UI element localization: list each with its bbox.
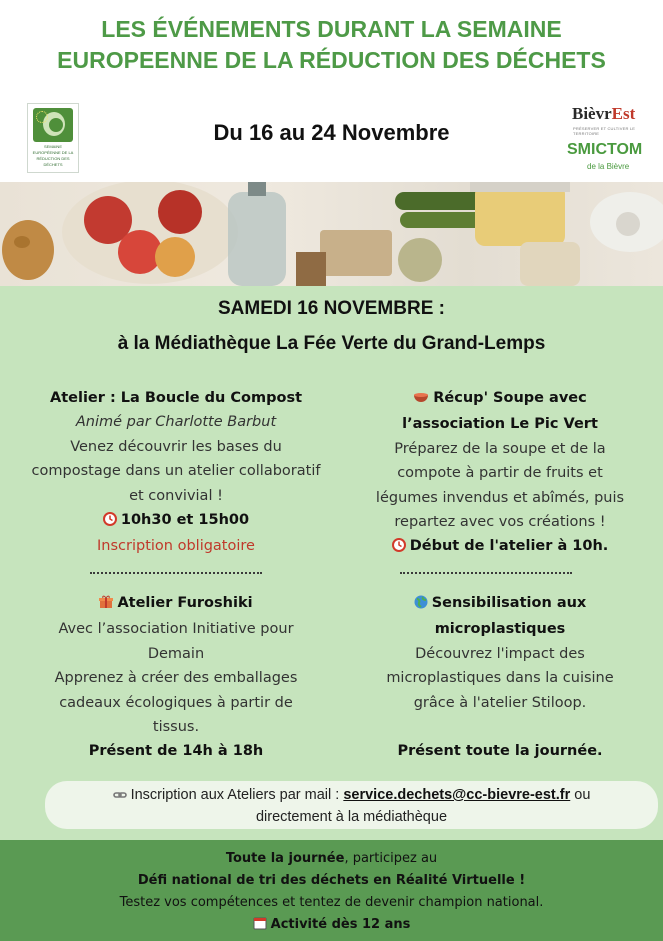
footer-line1-bold: Toute la journée	[225, 851, 345, 866]
workshop-compost-desc: Venez découvrir les bases du	[70, 438, 282, 455]
workshop-compost-desc: compostage dans un atelier collaboratif	[31, 463, 321, 480]
bievre-est-accent: Est	[611, 104, 636, 123]
clock-icon	[103, 510, 117, 534]
event-place: à la Médiathèque La Fée Verte du Grand-Lemps	[117, 333, 546, 354]
loofah	[520, 242, 580, 286]
bottle-cap	[248, 182, 266, 196]
apple-4	[155, 237, 195, 277]
jar-lid	[470, 182, 570, 192]
footer	[0, 840, 663, 941]
inscription-email-link[interactable]: service.dechets@cc-bievre-est.fr	[343, 787, 571, 803]
workshop-furoshiki-desc: Demain	[147, 645, 205, 662]
header	[0, 0, 663, 182]
event-day: SAMEDI 16 NOVEMBRE :	[218, 298, 445, 319]
inscription-line-2: directement à la médiathèque	[255, 809, 448, 825]
inscription-box	[45, 781, 658, 829]
zero-waste-photo	[0, 182, 663, 286]
inscription-suffix: ou	[570, 787, 591, 803]
workshop-furoshiki	[26, 591, 326, 764]
soup-bowl-icon	[413, 388, 429, 412]
workshop-soupe-desc: repartez avec vos créations !	[394, 514, 606, 531]
workshop-compost-time: 10h30 et 15h00	[120, 512, 250, 529]
partner-logos	[567, 104, 651, 182]
workshop-compost-title: Atelier : La Boucle du Compost	[49, 390, 303, 406]
smictom-logo: SMICTOM	[567, 141, 643, 158]
inscription-prefix: Inscription aux Ateliers par mail :	[130, 787, 344, 803]
link-icon	[113, 787, 127, 807]
bievre-est-logo: BièvrEst	[572, 104, 636, 123]
workshop-micro-title-1: Sensibilisation aux	[431, 595, 587, 611]
serd-logo-text: SEMAINE EUROPÉENNE DE LA RÉDUCTION DES DÉCHETS	[32, 144, 74, 167]
sponge-texture	[14, 236, 30, 248]
footer-age: Activité dès 12 ans	[270, 917, 411, 932]
page-title	[20, 14, 643, 76]
wooden-soap	[320, 230, 392, 276]
gift-icon	[99, 593, 113, 617]
workshop-soupe-time: Début de l'atelier à 10h.	[409, 538, 609, 555]
workshop-soupe	[350, 386, 650, 561]
footer-invite: Testez vos compétences et tentez de devenir champion national.	[119, 895, 544, 910]
workshop-soupe-desc: Préparez de la soupe et de la	[394, 440, 606, 457]
mushroom	[398, 238, 442, 282]
serd-logo	[27, 103, 79, 173]
workshop-microplastiques	[350, 591, 650, 764]
bievre-est-tagline: PRÉSERVER ET CULTIVER LE TERRITOIRE	[573, 126, 636, 136]
wood-block	[296, 252, 326, 286]
workshop-compost-host: Animé par Charlotte Barbut	[75, 414, 277, 431]
workshop-furoshiki-desc: Avec l’association Initiative pour	[58, 621, 294, 638]
pasta-jar	[475, 184, 565, 246]
workshop-furoshiki-time: Présent de 14h à 18h	[88, 743, 264, 760]
separator-right	[400, 572, 572, 574]
workshop-micro-desc: Découvrez l'impact des	[415, 645, 585, 662]
workshop-compost	[26, 386, 326, 559]
title-line-1: LES ÉVÉNEMENTS DURANT LA SEMAINE	[101, 16, 562, 42]
zero-waste-illustration	[0, 182, 663, 286]
event-dates: Du 16 au 24 Novembre	[213, 120, 450, 145]
bowl-content	[616, 212, 640, 236]
workshop-compost-note: Inscription obligatoire	[97, 538, 255, 555]
apple-2	[118, 230, 162, 274]
separator-left	[90, 572, 262, 574]
sponge-shape	[2, 220, 54, 280]
workshop-furoshiki-desc: Apprenez à créer des emballages	[54, 670, 298, 687]
workshop-soupe-title-2: l’association Le Pic Vert	[402, 416, 598, 433]
footer-line1-rest: , participez au	[344, 851, 438, 866]
workshop-micro-desc: grâce à l'atelier Stiloop.	[413, 694, 587, 711]
workshop-furoshiki-desc: cadeaux écologiques à partir de	[59, 694, 293, 711]
serd-emblem-icon	[33, 108, 73, 142]
workshop-micro-title-2: microplastiques	[434, 621, 566, 638]
smictom-subtitle: de la Bièvre	[587, 162, 630, 171]
globe-icon	[414, 593, 428, 617]
calendar-icon	[253, 916, 267, 938]
workshop-soupe-desc: compote à partir de fruits et	[397, 465, 603, 482]
glass-bottle	[228, 192, 286, 286]
clock-icon	[392, 536, 406, 560]
workshop-furoshiki-desc: tissus.	[152, 719, 200, 736]
apple-3	[158, 190, 202, 234]
footer-challenge: Défi national de tri des déchets en Réalité Virtuelle !	[137, 873, 526, 888]
workshop-compost-desc: et convivial !	[129, 487, 223, 504]
workshop-micro-desc: microplastiques dans la cuisine	[386, 670, 614, 687]
title-line-2: EUROPEENNE DE LA RÉDUCTION DES DÉCHETS	[57, 47, 606, 73]
event-panel	[0, 286, 663, 840]
workshop-soupe-title-1: Récup' Soupe avec	[433, 390, 587, 406]
workshop-micro-time: Présent toute la journée.	[397, 743, 603, 760]
workshop-soupe-desc: légumes invendus et abîmés, puis	[375, 489, 625, 506]
workshop-furoshiki-title: Atelier Furoshiki	[117, 595, 253, 611]
